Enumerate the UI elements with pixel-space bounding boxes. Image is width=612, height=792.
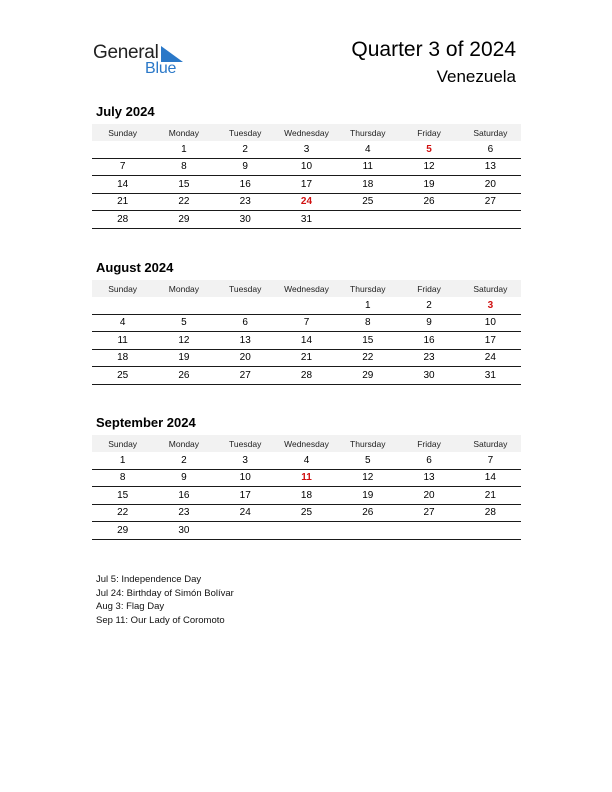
weekday-label: Friday bbox=[398, 124, 459, 141]
day-cell: 4 bbox=[276, 452, 337, 469]
weekday-label: Tuesday bbox=[215, 435, 276, 452]
calendar-grid bbox=[92, 124, 521, 229]
day-cell: 2 bbox=[215, 141, 276, 158]
day-cell: 13 bbox=[215, 332, 276, 350]
weekday-label: Saturday bbox=[460, 124, 521, 141]
day-cell: 19 bbox=[337, 487, 398, 505]
week-row bbox=[92, 314, 521, 332]
day-cell: 18 bbox=[276, 487, 337, 505]
day-cell: 15 bbox=[153, 176, 214, 194]
month-title: August 2024 bbox=[96, 260, 174, 275]
weekday-label: Monday bbox=[153, 124, 214, 141]
weekday-label: Thursday bbox=[337, 435, 398, 452]
week-row bbox=[92, 141, 521, 158]
day-cell: 6 bbox=[398, 452, 459, 469]
day-cell: 5 bbox=[337, 452, 398, 469]
logo-general-text: General bbox=[93, 42, 159, 63]
day-cell: 21 bbox=[92, 193, 153, 211]
weekday-label: Sunday bbox=[92, 435, 153, 452]
day-cell: 4 bbox=[92, 314, 153, 332]
day-cell bbox=[398, 522, 459, 540]
week-row bbox=[92, 367, 521, 385]
day-cell: 26 bbox=[337, 504, 398, 522]
day-cell: 4 bbox=[337, 141, 398, 158]
week-row bbox=[92, 332, 521, 350]
holiday-note: Sep 11: Our Lady of Coromoto bbox=[96, 615, 225, 627]
month-july bbox=[92, 104, 521, 229]
day-cell: 9 bbox=[153, 469, 214, 487]
day-cell: 7 bbox=[276, 314, 337, 332]
holiday-day-cell: 3 bbox=[460, 297, 521, 314]
day-cell: 10 bbox=[276, 158, 337, 176]
holiday-note: Jul 24: Birthday of Simón Bolívar bbox=[96, 587, 234, 599]
day-cell: 30 bbox=[398, 367, 459, 385]
day-cell: 17 bbox=[460, 332, 521, 350]
weekday-label: Sunday bbox=[92, 280, 153, 297]
day-cell: 25 bbox=[92, 367, 153, 385]
month-title: September 2024 bbox=[96, 415, 196, 430]
day-cell: 22 bbox=[153, 193, 214, 211]
day-cell: 23 bbox=[153, 504, 214, 522]
weekday-label: Tuesday bbox=[215, 280, 276, 297]
day-cell bbox=[398, 211, 459, 229]
day-cell bbox=[337, 522, 398, 540]
weekday-label: Monday bbox=[153, 435, 214, 452]
weekday-header-row bbox=[92, 280, 521, 297]
day-cell: 9 bbox=[398, 314, 459, 332]
day-cell bbox=[276, 297, 337, 314]
day-cell: 10 bbox=[215, 469, 276, 487]
weekday-label: Wednesday bbox=[276, 435, 337, 452]
day-cell: 16 bbox=[153, 487, 214, 505]
week-row bbox=[92, 504, 521, 522]
page-title: Quarter 3 of 2024 bbox=[351, 38, 516, 61]
day-cell: 30 bbox=[153, 522, 214, 540]
day-cell: 20 bbox=[215, 349, 276, 367]
generalblue-logo bbox=[93, 40, 193, 80]
day-cell: 15 bbox=[337, 332, 398, 350]
day-cell: 26 bbox=[398, 193, 459, 211]
day-cell: 28 bbox=[460, 504, 521, 522]
weekday-header-row bbox=[92, 124, 521, 141]
week-row bbox=[92, 158, 521, 176]
weekday-label: Tuesday bbox=[215, 124, 276, 141]
day-cell: 21 bbox=[276, 349, 337, 367]
day-cell: 19 bbox=[153, 349, 214, 367]
logo-blue-text: Blue bbox=[145, 60, 177, 77]
day-cell: 12 bbox=[337, 469, 398, 487]
month-september bbox=[92, 415, 521, 540]
weekday-header-row bbox=[92, 435, 521, 452]
day-cell: 28 bbox=[276, 367, 337, 385]
day-cell: 6 bbox=[215, 314, 276, 332]
day-cell: 11 bbox=[337, 158, 398, 176]
day-cell bbox=[215, 297, 276, 314]
day-cell: 9 bbox=[215, 158, 276, 176]
day-cell: 19 bbox=[398, 176, 459, 194]
day-cell: 31 bbox=[460, 367, 521, 385]
day-cell: 7 bbox=[460, 452, 521, 469]
day-cell: 27 bbox=[215, 367, 276, 385]
day-cell bbox=[92, 297, 153, 314]
day-cell: 5 bbox=[153, 314, 214, 332]
day-cell: 14 bbox=[276, 332, 337, 350]
weekday-label: Sunday bbox=[92, 124, 153, 141]
day-cell: 12 bbox=[398, 158, 459, 176]
week-row bbox=[92, 297, 521, 314]
holiday-day-cell: 5 bbox=[398, 141, 459, 158]
week-row bbox=[92, 349, 521, 367]
day-cell: 28 bbox=[92, 211, 153, 229]
day-cell: 29 bbox=[337, 367, 398, 385]
day-cell: 1 bbox=[92, 452, 153, 469]
day-cell: 1 bbox=[337, 297, 398, 314]
weekday-label: Friday bbox=[398, 435, 459, 452]
calendar-grid bbox=[92, 280, 521, 385]
day-cell: 2 bbox=[153, 452, 214, 469]
week-row bbox=[92, 522, 521, 540]
week-row bbox=[92, 193, 521, 211]
day-cell: 17 bbox=[215, 487, 276, 505]
day-cell: 12 bbox=[153, 332, 214, 350]
day-cell bbox=[460, 522, 521, 540]
day-cell: 29 bbox=[92, 522, 153, 540]
day-cell bbox=[276, 522, 337, 540]
calendar-grid bbox=[92, 435, 521, 540]
day-cell: 27 bbox=[398, 504, 459, 522]
day-cell: 6 bbox=[460, 141, 521, 158]
day-cell: 22 bbox=[92, 504, 153, 522]
day-cell: 29 bbox=[153, 211, 214, 229]
day-cell: 16 bbox=[398, 332, 459, 350]
weekday-label: Wednesday bbox=[276, 124, 337, 141]
day-cell: 20 bbox=[460, 176, 521, 194]
weekday-label: Monday bbox=[153, 280, 214, 297]
country-name: Venezuela bbox=[436, 67, 516, 86]
day-cell: 18 bbox=[337, 176, 398, 194]
day-cell: 17 bbox=[276, 176, 337, 194]
weekday-label: Saturday bbox=[460, 435, 521, 452]
month-title: July 2024 bbox=[96, 104, 155, 119]
day-cell: 16 bbox=[215, 176, 276, 194]
day-cell: 31 bbox=[276, 211, 337, 229]
day-cell: 15 bbox=[92, 487, 153, 505]
holiday-note: Jul 5: Independence Day bbox=[96, 574, 202, 585]
day-cell: 8 bbox=[337, 314, 398, 332]
day-cell bbox=[215, 522, 276, 540]
week-row bbox=[92, 469, 521, 487]
day-cell: 27 bbox=[460, 193, 521, 211]
weekday-label: Thursday bbox=[337, 280, 398, 297]
weekday-label: Saturday bbox=[460, 280, 521, 297]
day-cell: 20 bbox=[398, 487, 459, 505]
day-cell: 1 bbox=[153, 141, 214, 158]
day-cell: 26 bbox=[153, 367, 214, 385]
weekday-label: Friday bbox=[398, 280, 459, 297]
day-cell bbox=[337, 211, 398, 229]
day-cell: 30 bbox=[215, 211, 276, 229]
day-cell: 24 bbox=[215, 504, 276, 522]
week-row bbox=[92, 487, 521, 505]
holiday-note: Aug 3: Flag Day bbox=[96, 601, 165, 613]
day-cell: 18 bbox=[92, 349, 153, 367]
week-row bbox=[92, 176, 521, 194]
day-cell: 8 bbox=[92, 469, 153, 487]
week-row bbox=[92, 211, 521, 229]
day-cell bbox=[460, 211, 521, 229]
weekday-label: Wednesday bbox=[276, 280, 337, 297]
week-row bbox=[92, 452, 521, 469]
holiday-day-cell: 11 bbox=[276, 469, 337, 487]
holiday-notes bbox=[96, 573, 234, 628]
weekday-label: Thursday bbox=[337, 124, 398, 141]
day-cell: 23 bbox=[215, 193, 276, 211]
day-cell: 25 bbox=[337, 193, 398, 211]
day-cell: 8 bbox=[153, 158, 214, 176]
day-cell: 25 bbox=[276, 504, 337, 522]
holiday-day-cell: 24 bbox=[276, 193, 337, 211]
month-august bbox=[92, 260, 521, 385]
day-cell: 23 bbox=[398, 349, 459, 367]
day-cell: 14 bbox=[92, 176, 153, 194]
day-cell: 3 bbox=[215, 452, 276, 469]
day-cell: 21 bbox=[460, 487, 521, 505]
day-cell: 22 bbox=[337, 349, 398, 367]
day-cell: 14 bbox=[460, 469, 521, 487]
day-cell: 2 bbox=[398, 297, 459, 314]
day-cell: 24 bbox=[460, 349, 521, 367]
day-cell: 11 bbox=[92, 332, 153, 350]
day-cell: 13 bbox=[460, 158, 521, 176]
day-cell: 3 bbox=[276, 141, 337, 158]
day-cell: 10 bbox=[460, 314, 521, 332]
day-cell bbox=[92, 141, 153, 158]
day-cell: 13 bbox=[398, 469, 459, 487]
day-cell bbox=[153, 297, 214, 314]
day-cell: 7 bbox=[92, 158, 153, 176]
